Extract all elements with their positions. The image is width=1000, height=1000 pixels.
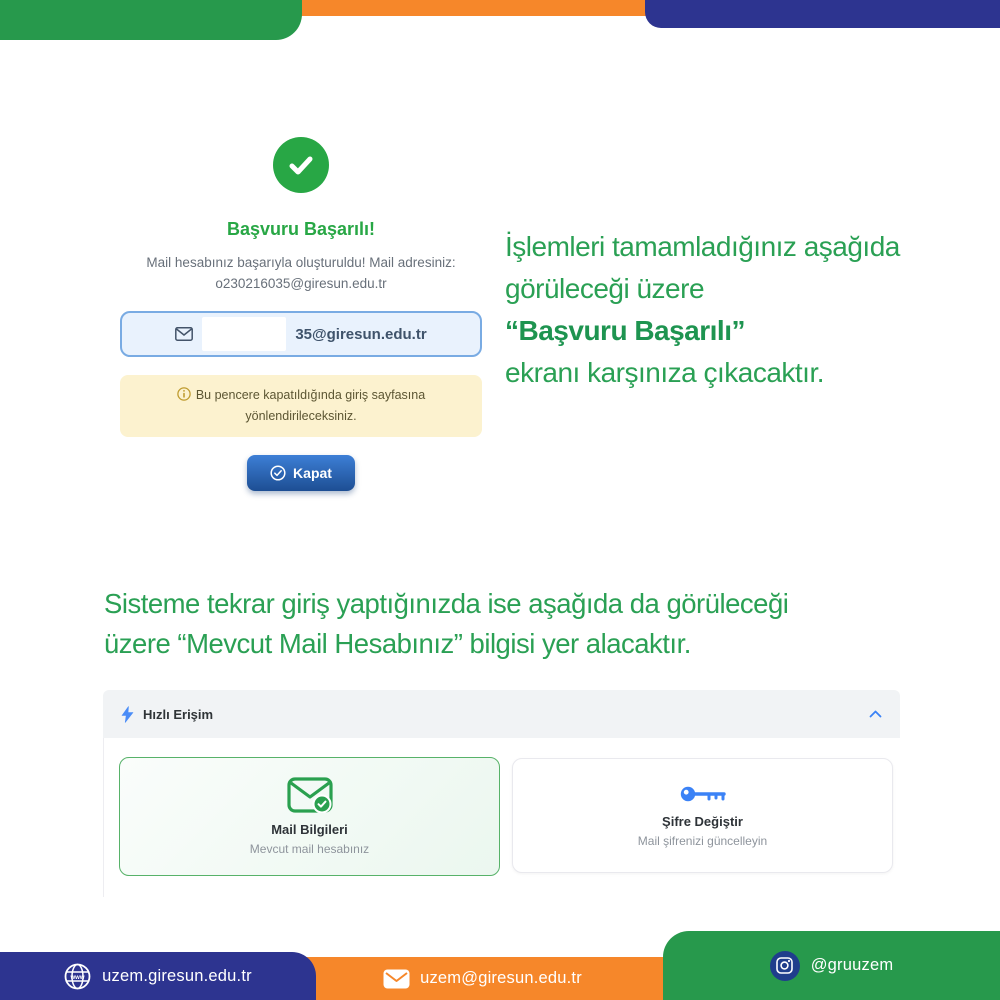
lightning-icon (121, 706, 134, 723)
dialog-message-line1: Mail hesabınız başarıyla oluşturuldu! Mail adresiniz: (146, 255, 456, 270)
card-mail-info[interactable] (119, 757, 500, 876)
button-check-icon (270, 465, 286, 481)
card-password-title: Şifre Değiştir (662, 814, 743, 829)
key-icon (679, 783, 727, 805)
annotation-right-line1: İşlemleri tamamladığınız aşağıda (505, 231, 900, 262)
instagram-icon (770, 951, 800, 981)
annotation-right-line4: ekranı karşınıza çıkacaktır. (505, 357, 825, 388)
info-icon (177, 387, 191, 407)
svg-text:www: www (70, 974, 85, 981)
close-button[interactable] (247, 455, 355, 491)
email-redaction-box (202, 317, 286, 351)
card-password-change[interactable] (512, 758, 893, 873)
annotation-right-bold: “Başvuru Başarılı” (505, 315, 745, 346)
footer-instagram-section[interactable] (663, 931, 1000, 1000)
footer-email-section[interactable] (300, 957, 665, 1000)
card-mail-subtitle: Mevcut mail hesabınız (249, 842, 370, 856)
card-password-subtitle: Mail şifrenizi güncelleyin (637, 834, 768, 848)
dialog-message-line2: o230216035@giresun.edu.tr (215, 276, 387, 291)
annotation-middle (104, 584, 788, 664)
footer-website-text: uzem.giresun.edu.tr (102, 966, 252, 985)
quick-access-body (103, 738, 900, 897)
quick-access-panel (103, 690, 900, 897)
warning-text-line2: yönlendirileceksiniz. (245, 409, 357, 423)
warning-text-line1: Bu pencere kapatıldığında giriş sayfasına (195, 388, 426, 402)
annotation-right-line2: görüleceği üzere (505, 273, 705, 304)
top-orange-bar (300, 0, 650, 16)
envelope-icon (175, 327, 193, 341)
footer-instagram-text: @gruuzem (810, 956, 894, 974)
warning-banner (120, 375, 482, 437)
success-check-icon (273, 137, 329, 193)
footer-email-text: uzem@giresun.edu.tr (420, 969, 582, 987)
chevron-up-icon[interactable] (869, 710, 882, 718)
annotation-right (505, 226, 900, 394)
top-green-bar (0, 0, 302, 40)
quick-access-title: Hızlı Erişim (143, 706, 214, 722)
quick-access-header[interactable] (103, 690, 900, 738)
card-mail-title: Mail Bilgileri (271, 822, 348, 837)
globe-icon (64, 963, 91, 990)
email-field[interactable] (120, 311, 482, 357)
dialog-title: Başvuru Başarılı! (226, 219, 376, 239)
mail-icon (383, 969, 410, 989)
envelope-check-icon (287, 777, 333, 813)
annotation-middle-line1: Sisteme tekrar giriş yaptığınızda ise aşağıda da görüleceği (104, 588, 789, 619)
close-button-label: Kapat (293, 465, 332, 481)
email-visible-text: 35@giresun.edu.tr (295, 325, 427, 343)
footer-website-section[interactable] (0, 952, 316, 1000)
top-navy-bar (645, 0, 1000, 28)
dialog-message (120, 252, 482, 294)
annotation-middle-line2: üzere “Mevcut Mail Hesabınız” bilgisi yer alacaktır. (104, 628, 691, 659)
success-dialog (120, 137, 482, 491)
